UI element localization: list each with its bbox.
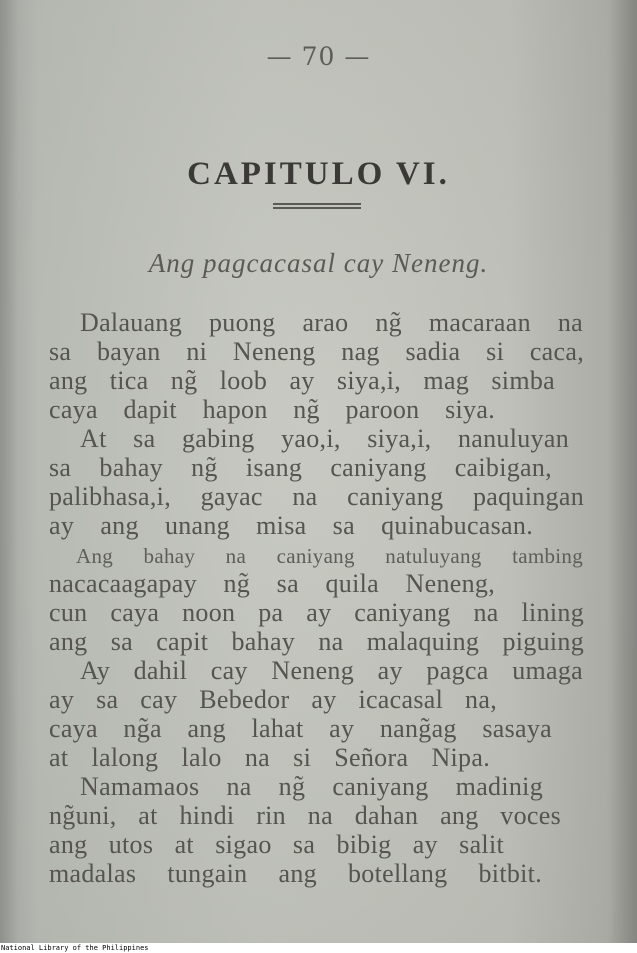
text-line: caya ng̃a ang lahat ay nang̃ag sasaya: [49, 714, 552, 743]
page-number: — 70 —: [266, 42, 371, 71]
text-line: ang sa capit bahay na malaquing piguing: [49, 627, 584, 656]
text-line: palibhasa,i, gayac na caniyang paquingan: [49, 482, 584, 511]
text-line: sa bahay ng̃ isang caniyang caibigan,: [49, 453, 552, 482]
text-line: Dalauang puong arao ng̃ macaraan na: [80, 308, 583, 337]
text-line: ay ang unang misa sa quinabucasan.: [49, 511, 533, 540]
text-line: ng̃uni, at hindi rin na dahan ang voces: [49, 801, 561, 830]
text-line: Namamaos na ng̃ caniyang madinig: [80, 772, 543, 801]
library-credit: National Library of the Philippines: [1, 944, 149, 952]
text-line: at lalong lalo na si Señora Nipa.: [49, 743, 490, 772]
page-edge-shadow-right: [607, 0, 637, 943]
text-line: Ay dahil cay Neneng ay pagca umaga: [80, 656, 583, 685]
title-double-rule: [273, 203, 361, 209]
text-line: caya dapit hapon ng̃ paroon siya.: [49, 395, 495, 424]
text-line: At sa gabing yao,i, siya,i, nanuluyan: [80, 424, 569, 453]
page-edge-shadow-left: [0, 0, 18, 943]
text-line: ay sa cay Bebedor ay icacasal na,: [49, 685, 497, 714]
chapter-subtitle: Ang pagcacasal cay Neneng.: [148, 248, 489, 278]
text-line: sa bayan ni Neneng nag sadia si caca,: [49, 337, 584, 366]
text-line: ang utos at sigao sa bibig ay salit: [49, 830, 504, 859]
text-line: cun caya noon pa ay caniyang na lining: [49, 598, 584, 627]
text-line: nacacaagapay ng̃ sa quila Neneng,: [49, 569, 495, 598]
text-line: ang tica ng̃ loob ay siya,i, mag simba: [49, 366, 555, 395]
text-line: Ang bahay na caniyang natuluyang tambing: [76, 544, 583, 568]
chapter-title: CAPITULO VI.: [187, 156, 450, 192]
text-line: madalas tungain ang botellang bitbit.: [49, 859, 542, 888]
